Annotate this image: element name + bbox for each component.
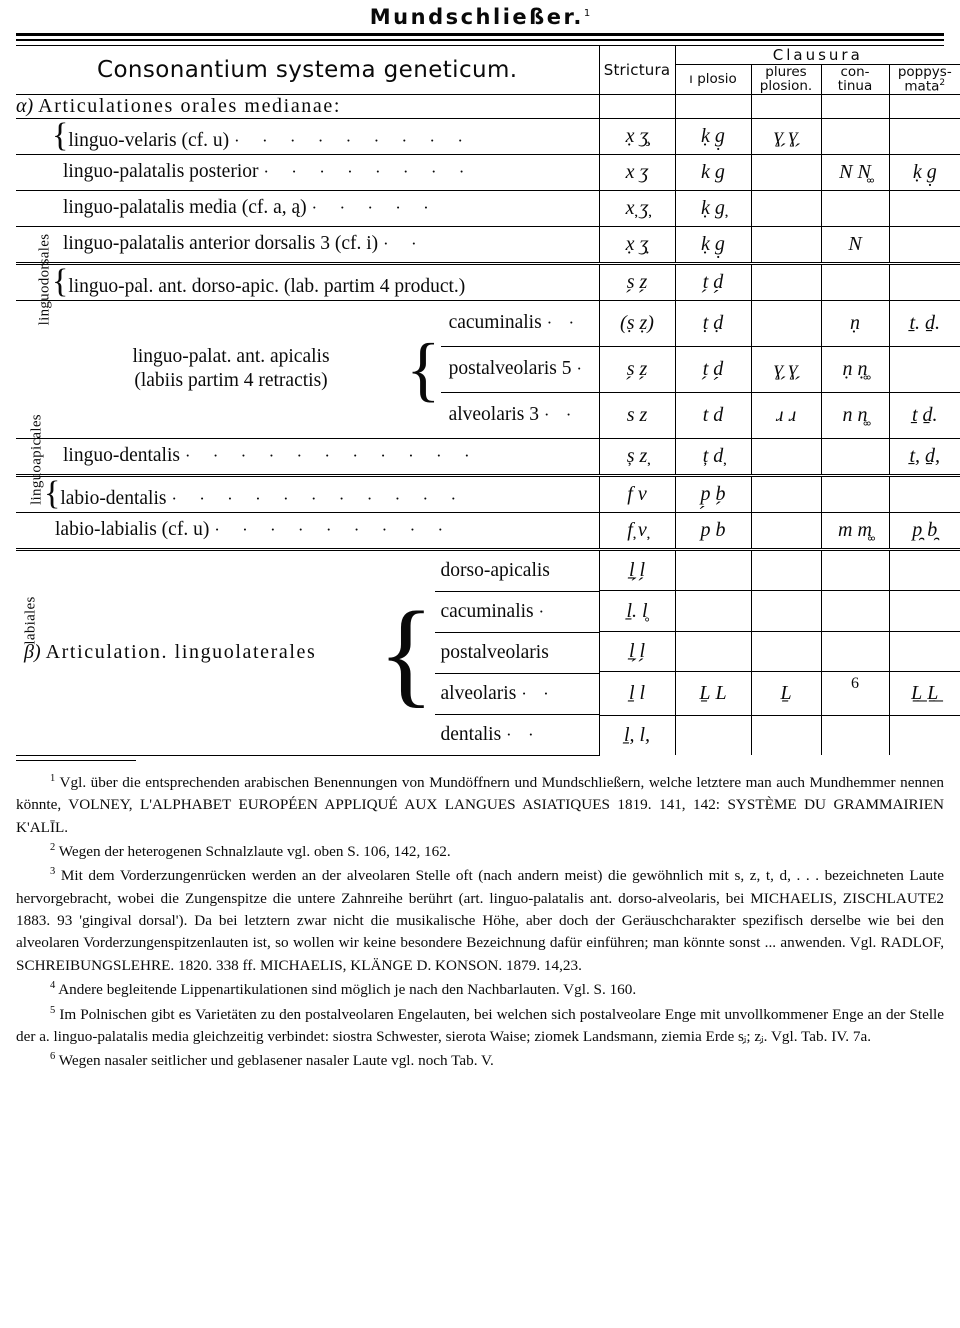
footnote-1-text: Vgl. über die entsprechenden arabischen Benennungen von Mundöffnern und Mundschließern, welche letztere man auch Mundhemmer nennen könnte, VOLNEY, L'ALPHABET EUROPÉEN APPLIQUÉ AUX LANGUES ASIATIQUES 1819. 141, 142: SYSTÈME DU GRAMMAIRIEN K'ALĪL. [16,773,944,836]
header-continua [821,65,889,95]
row-label-text: linguo-palatalis posterior [63,161,259,183]
cell-poppysmata: ṯ ḏ. [889,392,960,438]
cell-strictura: f̦ v̦ [599,512,675,549]
dot-leader: · · · · · · · · [263,162,474,182]
dot-leader: · · · · · [311,198,438,218]
cell-strictura: s̗ z̗ [599,346,675,392]
cell-plosio: Ḻ L [675,672,751,716]
list-item [441,346,599,392]
cell-plosio [675,631,751,671]
footnote-5 [16,1003,944,1049]
cell-plosio: ḳ g̣ [675,226,751,263]
dot-leader: · [576,359,589,379]
cell-plosio: t̗ d̗ [675,346,751,392]
footnote-3-marker: 3 [50,866,56,878]
cell-plosio [675,549,751,591]
header-plures-line2: plosion. [759,78,813,95]
subrow-label-text: alveolaris [440,682,517,704]
cell-strictura: f v [599,475,675,512]
cell-plures [751,475,821,512]
alpha-head-strictura-spacer [599,94,675,118]
subrow-label-postalveolaris [441,346,599,392]
cell-plures [751,715,821,755]
beta-group-brace: { [377,586,435,718]
table-header-row-1 [16,46,960,65]
apicalis-label-line1: linguo-palat. ant. apicalis [132,345,330,367]
page-title [0,0,960,33]
row-label-text: labio-labialis (cf. u) [55,519,210,541]
cell-poppysmata [889,118,960,154]
cell-poppysmata [889,263,960,300]
page-title-text: Mundschließer. [369,5,584,29]
apicalis-label-block [16,345,406,394]
footnote-2 [16,840,944,863]
header-poppysmata-line1: poppys- [897,64,952,80]
header-clausura: Clausura [675,46,960,65]
cell-strictura: (ṣ ẓ) [599,300,675,346]
row-label-text: labio-dentalis [60,488,167,510]
cell-poppysmata: ḳ g̣ [889,154,960,190]
cell-plosio: p b [675,512,751,549]
cell-continua: N [821,226,889,263]
header-plosio-line1: ı plosio [689,71,737,88]
row-label-text: linguo-velaris (cf. u) [68,130,230,152]
subrow-label-text: cacuminalis [448,312,542,334]
dot-leader: · · [546,313,581,333]
subrow-label-text: alveolaris 3 [448,404,539,426]
table-row [16,226,960,263]
cell-poppysmata [889,190,960,226]
table-row [16,549,960,591]
cell-poppysmata [889,591,960,631]
section-beta-heading [16,641,378,664]
cell-continua [821,263,889,300]
footnote-3-text: Mit dem Vorderzungenrücken werden an der alveolaren Stelle oft (nach andern meist) die gewöhnlich mit s, z, t, d, . . . bezeichneten Laute hervorgebracht, wobei die Zungenspitze die untere Zahnreihe berührt (art. linguo-palatalis ant. dorso-alveolaris, bei MICHAELIS, ZISCHLAUTE2 1883. 93 'gingival dorsal'). Da bei letztern zwar nicht die musikalische Höhe, aber doch der Geräuschcharakter spezifisch derselbe wie bei den alveolaren Vorderzungenspitzenlauten ist, so wollen wir keine besondere Bezeichnung dafür einführen; man könnte sonst ... anwenden. Vgl. RADLOF, SCHREIBUNGSLEHRE. 1820. 338 ff. MICHAELIS, KLÄNGE D. KONSON. 1879. 14,23. [16,867,945,974]
cell-continua: ṇ ṇ͚ [821,346,889,392]
cell-poppysmata [889,549,960,591]
row-label-text: linguo-dentalis [63,445,180,467]
cell-poppysmata [889,346,960,392]
section-beta-marker: β) [24,641,41,664]
dot-leader: · · · · · · · · · [234,131,472,151]
cell-continua: N N͚ [821,154,889,190]
subrow-label-text: postalveolaris 5 [448,358,572,380]
cell-plosio: p̗ b̗ [675,475,751,512]
header-poppysmata-line2: mata [904,78,940,95]
list-item [435,591,599,632]
list-item [435,632,599,673]
group-brace-apicales: { [52,263,69,301]
cell-continua: n n͚ [821,392,889,438]
cell-plosio: ḳ g̦ [675,190,751,226]
cell-plures [751,226,821,263]
cell-plures: ɣ̗ ɣ̗ [751,118,821,154]
row-label-labio-dentalis [16,475,599,512]
side-label-labiales: labiales [22,596,39,645]
side-label-linguodorsales: linguodorsales [36,233,53,326]
footnote-5-marker: 5 [50,1004,56,1016]
cell-strictura: ḻ̗ l̗ [599,631,675,671]
subgroup-brace: { [406,328,441,409]
subrow-label-text: cacuminalis [440,600,534,622]
cell-poppysmata [889,631,960,671]
cell-strictura: ș z̦ [599,438,675,475]
subrow-label-postalveolaris [435,632,599,673]
subrow-label-alveolaris [435,673,599,714]
cell-strictura: ḻ l [599,672,675,716]
dot-leader: · · · · · · · · · [214,520,453,540]
list-item [441,392,599,438]
group-brace-labiales: { [44,475,61,513]
footnote-4 [16,978,944,1001]
row-label-linguo-velaris [16,118,599,154]
subrow-label-text: dorso-apicalis [440,559,550,581]
header-strictura: Strictura [599,46,675,94]
header-systema: Consonantium systema geneticum. [16,46,599,94]
page-title-footnote-marker: 1 [583,8,591,19]
alpha-head-plosio-spacer [675,94,751,118]
section-beta-title: Articulation. linguolaterales [45,641,317,664]
cell-plosio: ț d̦ [675,438,751,475]
dot-leader: · · [506,724,540,744]
cell-continua [821,549,889,591]
cell-strictura: x̣ ʒ̧ [599,118,675,154]
section-alpha-marker: α) [16,94,34,117]
footnotes-block [16,771,944,1073]
cell-poppysmata: p̯ b̯ [889,512,960,549]
row-label-text: linguo-pal. ant. dorso-apic. (lab. partim 4 product.) [68,276,466,298]
header-plures-line1: plures [765,64,807,81]
cell-poppysmata [889,475,960,512]
row-label-text: linguo-palatalis anterior dorsalis 3 (cf. i) [63,233,379,255]
subrow-label-cacuminalis [435,591,599,632]
cell-strictura: ḻ. l̥ [599,591,675,631]
footnote-4-marker: 4 [50,980,56,992]
footnote-5-text: Im Polnischen gibt es Varietäten zu den postalveolaren Engelauten, bei welchen sich postalveolare Enge mit unvollkommener Enge an der Stelle der a. linguo-palatalis media gleichzeitig verbindet: siostra Schwester, sierota Waise; ziomek Landsmann, ziemia Erde s̗ᵢ; z̗ᵢ. Vgl. Tab. IV. 7a. [16,1005,945,1045]
subrow-label-cacuminalis [441,301,599,347]
group-brace-dorsales: { [52,117,69,155]
header-poppysmata [889,65,960,95]
cell-plures [751,591,821,631]
footnote-separator-rule [16,760,136,761]
cell-plures [751,263,821,300]
cell-plures: ɣ̗ ɣ̗ [751,346,821,392]
cell-plures [751,512,821,549]
cell-continua: m m͚ [821,512,889,549]
cell-continua [821,438,889,475]
footnote-2-marker: 2 [50,841,56,853]
dot-leader: · · [521,683,555,703]
header-continua-line2: tinua [837,78,873,95]
row-label-linguo-palatalis-anterior-dorsalis [16,226,599,263]
table-row [16,475,960,512]
alpha-head-continua-spacer [821,94,889,118]
list-item [435,714,599,755]
cell-poppysmata: ṯ, ḏ, [889,438,960,475]
cell-plures [751,438,821,475]
footnote-6-marker: 6 [50,1051,56,1063]
top-rule-double [16,39,944,46]
cell-plures [751,190,821,226]
section-alpha-title: Articulationes orales medianae: [38,94,342,117]
footnote-4-text: Andere begleitende Lippenartikulationen sind möglich je nach den Nachbarlauten. Vgl. S. 160. [58,981,637,999]
cell-continua [821,118,889,154]
row-label-linguo-dentalis [16,438,599,475]
dot-leader: · · [383,234,426,254]
cell-strictura: x ʒ [599,154,675,190]
subrow-label-text: postalveolaris [440,641,549,663]
subrow-label-dorso-apicalis [435,551,599,592]
cell-continua-footnote-6: 6 [821,672,889,716]
row-label-linguo-palatalis-posterior [16,154,599,190]
cell-plures: ɹ ɹ [751,392,821,438]
cell-strictura: s z [599,392,675,438]
cell-plures [751,154,821,190]
subrow-label-text: dentalis [440,723,502,745]
footnote-1-marker: 1 [50,772,56,784]
beta-subrow-table [435,551,599,755]
cell-plosio: t̗ d̗ [675,263,751,300]
row-label-linguo-pal-ant-dorso-apic [16,263,599,300]
cell-continua [821,715,889,755]
row-label-labio-labialis [16,512,599,549]
cell-strictura: ḻ̗ l̗ [599,549,675,591]
alpha-head-poppysmata-spacer [889,94,960,118]
alpha-head-plures-spacer [751,94,821,118]
table-row [16,118,960,154]
table-row [16,438,960,475]
footnote-6 [16,1049,944,1072]
cell-plosio: k g [675,154,751,190]
footnote-3 [16,864,944,977]
cell-plures: Ḻ [751,672,821,716]
cell-plures [751,631,821,671]
section-beta-label-cell [16,549,599,755]
cell-continua [821,475,889,512]
footnote-2-text: Wegen der heterogenen Schnalzlaute vgl. oben S. 106, 142, 162. [58,843,451,860]
cell-poppysmata [889,226,960,263]
row-label-text: linguo-palatalis media (cf. a, ą) [63,197,307,219]
dot-leader: · · · · · · · · · · · [171,489,466,509]
side-label-linguoapicales: linguoapicales [28,414,45,505]
cell-poppysmata: Ḻ̲ Ḻ̲ [889,672,960,716]
list-item [441,301,599,347]
cell-strictura: ḻ, l, [599,715,675,755]
dot-leader: · · · · · · · · · · · [184,446,479,466]
cell-strictura: x̦ ʒ̦ [599,190,675,226]
cell-plosio: ṭ ḍ [675,300,751,346]
header-poppysmata-marker: 2 [939,78,946,89]
dot-leader: · · [543,405,578,425]
cell-plosio: ḳ g̣ [675,118,751,154]
cell-poppysmata: ṯ. ḏ. [889,300,960,346]
row-label-linguo-palatalis-media [16,190,599,226]
footnote-1 [16,771,944,839]
header-continua-line1: con- [840,64,870,81]
table-row [16,300,960,346]
cell-strictura: x̣ ʒ̣ [599,226,675,263]
table-row [16,512,960,549]
section-alpha-heading-row [16,94,960,118]
list-item [435,673,599,714]
cell-continua [821,631,889,671]
header-plures-plosion [751,65,821,95]
cell-continua [821,190,889,226]
subrow-label-alveolaris [441,392,599,438]
cell-plures [751,549,821,591]
apicalis-label-line2: (labiis partim 4 retractis) [134,370,328,392]
cell-continua: ṇ [821,300,889,346]
consonant-table-wrapper [16,46,952,756]
section-alpha-heading [16,94,599,118]
cell-plosio: t d [675,392,751,438]
row-label-linguo-palat-ant-apicalis [16,300,599,438]
table-row [16,263,960,300]
dot-leader: · [538,601,551,621]
apicalis-subrow-table [441,301,599,438]
footnote-6-text: Wegen nasaler seitlicher und geblasener nasaler Laute vgl. noch Tab. V. [58,1052,494,1070]
header-plosio [675,65,751,95]
cell-plures [751,300,821,346]
subrow-label-dentalis [435,714,599,755]
list-item [435,551,599,592]
cell-poppysmata [889,715,960,755]
consonant-table [16,46,960,756]
cell-continua [821,591,889,631]
table-row [16,190,960,226]
cell-strictura: s̗ z̗ [599,263,675,300]
cell-plosio [675,715,751,755]
cell-plosio [675,591,751,631]
table-row [16,154,960,190]
